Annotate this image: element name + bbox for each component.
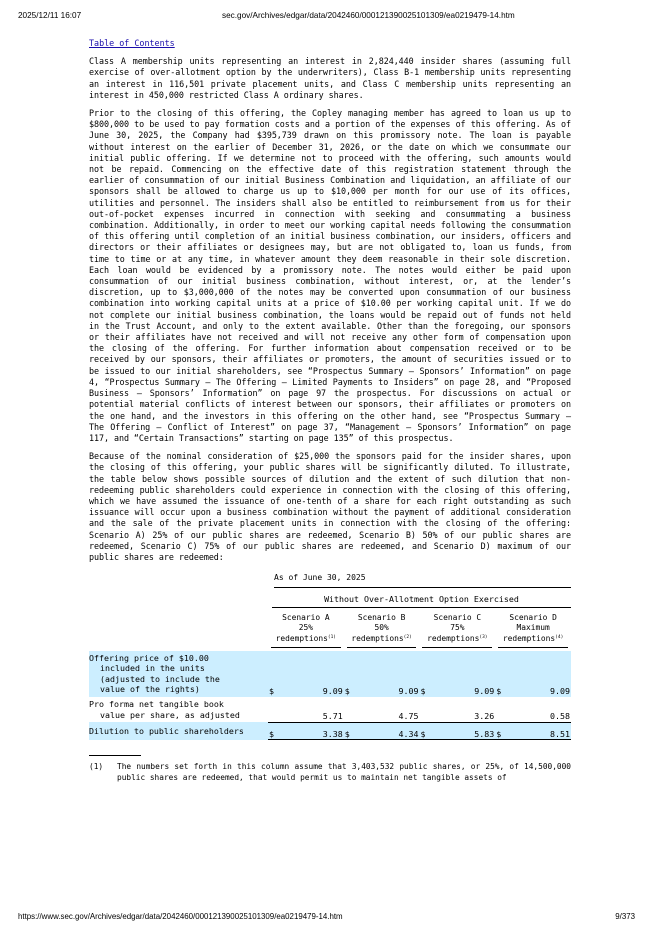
print-header-url: sec.gov/Archives/edgar/data/2042460/000121390025101309/ea0219479-14.htm [222,11,515,20]
cell-value: 3.38 [279,722,344,740]
cell-value: 4.75 [355,697,420,722]
dilution-table [89,591,571,740]
footnote-text: The numbers set forth in this column assume that 3,403,532 public shares, or 25%, of 14,500,000 public shares are redeemed, that would permit us to maintain net tangible assets of [117,762,571,782]
column-header-scenario-d: Scenario D Maximum redemptions$^{(4)}$ [495,611,571,651]
table-column-header-row [89,611,571,651]
row-label-pro-forma: Pro forma net tangible book value per share, as adjusted [89,698,240,720]
cell-value: 8.51 [506,722,571,740]
cell-value: 5.83 [430,722,495,740]
row-label-offering-price: Offering price of $10.00 included in the units (adjusted to include the value of the rights) [89,651,268,697]
table-row: Offering price of $10.00 included in the units (adjusted to include the value of the rights) $ 9.09 $ 9.09 $ 9.09 $ 9.09 [89,652,570,697]
table-group-header-row [89,591,571,611]
footnote-number: (1) [89,762,104,772]
table-row: Dilution to public shareholders $ 3.38 $ 4.34 $ 5.83 $ 8.51 [89,722,571,740]
cell-value: 0.58 [506,697,571,722]
cell-value: 9.09 [355,651,420,697]
footnote-divider [89,755,141,756]
print-datetime: 2025/12/11 16:07 [18,11,82,20]
table-of-contents-link[interactable]: Table of Contents [89,38,175,48]
cell-value: 9.09 [430,651,495,697]
column-header-scenario-a: Scenario A 25% redemptions$^{(1)}$ [268,611,344,651]
table-row [89,697,571,722]
cell-value: 3.26 [430,697,495,722]
document-body [89,38,571,783]
paragraph-loans-compensation: Prior to the closing of this offering, the Copley managing member has agreed to loan us up to $800,000 to be used to pay formation costs and a portion of the expenses of this offering. As of June 30, 2025, the Company had $395,739 drawn on this promissory note. The loan is payable without interest on the earlier of December 31, 2026, or the date on which we consummate our initial public offering. If we determine not to proceed with the offering, such amounts would not be repaid. Commencing on the effective date of this registration statement through the earlier of consummation of our initial Business Combination and liquidation, an affiliate of our sponsors shall be allowed to charge us up to $10,000 per month for our use of its offices, utilities and personnel. The insiders shall also be entitled to reimbursement from us for their out-of-pocket expenses incurred in connection with seeking and consummating a business combination. Additionally, in order to meet our working capital needs following the consummation of this offering until completion of an initial business combination, our insiders, officers and directors or their affiliates or designees may, but are not obligated to, loan us funds, from time to time or at any time, in whatever amount they deem reasonable in their sole discretion. Each loan would be evidenced by a promissory note. The notes would either be paid upon consummation of our initial business combination, without interest, or, at the lender’s discretion, up to $3,000,000 of the notes may be converted upon consummation of our business combination into working capital units at a price of $10.00 per working capital unit. If we do not complete our initial business combination, the loans would be repaid out of funds not held in the Trust Account, and only to the extent available. Other than the foregoing, our sponsors or their affiliates have not received and will not receive any other form of compensation upon the closing of the offering. For further information about compensation received or to be received by our sponsors, their affiliates or promoters, the amount of securities issued or to be issued to our initial shareholders, see “Prospectus Summary — Sponsors’ Information” on page 4, “Prospectus Summary — The Offering — Limited Payments to Insiders” on page 28, and “Proposed Business — Sponsors’ Information” on page 97 the prospectus. For discussions on actual or potential material conflicts of interest between our sponsors, their affiliates or promoters on the one hand, and the investors in this offering on the other hand, see “Prospectus Summary — The Offering — Conflict of Interest” on page 37, “Management — Sponsors’ Information” on page 117, and “Certain Transactions” starting on page 135” of this prospectus. [89,108,571,443]
paragraph-dilution-intro: Because of the nominal consideration of $25,000 the sponsors paid for the insider shares, upon the closing of this offering, your public shares will be significantly diluted. To illustrate, the table below shows possible sources of dilution and the extent of such dilution that non-redeeming public shareholders could experience in connection with the closing of this offering, which we have assumed the issuance of one-tenth of a share for each right outstanding as such issuance will occur upon a business combination without the payment of additional consideration and the sale of the private placement units in connection with the closing of the offering: Scenario A) 25% of our public shares are redeemed, Scenario B) 50% of our public shares are redeemed, Scenario C) 75% of our public shares are redeemed, and Scenario D) maximum of our public shares are redeemed: [89,451,571,562]
cell-value: 4.34 [355,722,420,740]
cell-value: 5.71 [279,697,344,722]
column-header-scenario-b: Scenario B 50% redemptions$^{(2)}$ [344,611,420,651]
row-label-dilution: Dilution to public shareholders [89,722,268,740]
paragraph-membership-units: Class A membership units representing an interest in 2,824,440 insider shares (assuming full exercise of over-allotment option by the underwriters), Class B-1 membership units representing an interest in 116,501 private placement units, and Class C membership units representing an interest in 450,000 restricted Class A ordinary shares. [89,56,571,100]
cell-value: 9.09 [506,651,571,697]
page-number: 9/373 [615,912,635,921]
table-as-of-date: As of June 30, 2025 [274,572,571,588]
footnote-1 [89,762,571,783]
print-footer-url: https://www.sec.gov/Archives/edgar/data/2042460/000121390025101309/ea0219479-14.htm [18,912,343,921]
without-over-allotment-header: Without Over-Allotment Option Exercised [272,594,571,608]
column-header-scenario-c: Scenario C 75% redemptions$^{(3)}$ [419,611,495,651]
cell-value: 9.09 [279,651,344,697]
